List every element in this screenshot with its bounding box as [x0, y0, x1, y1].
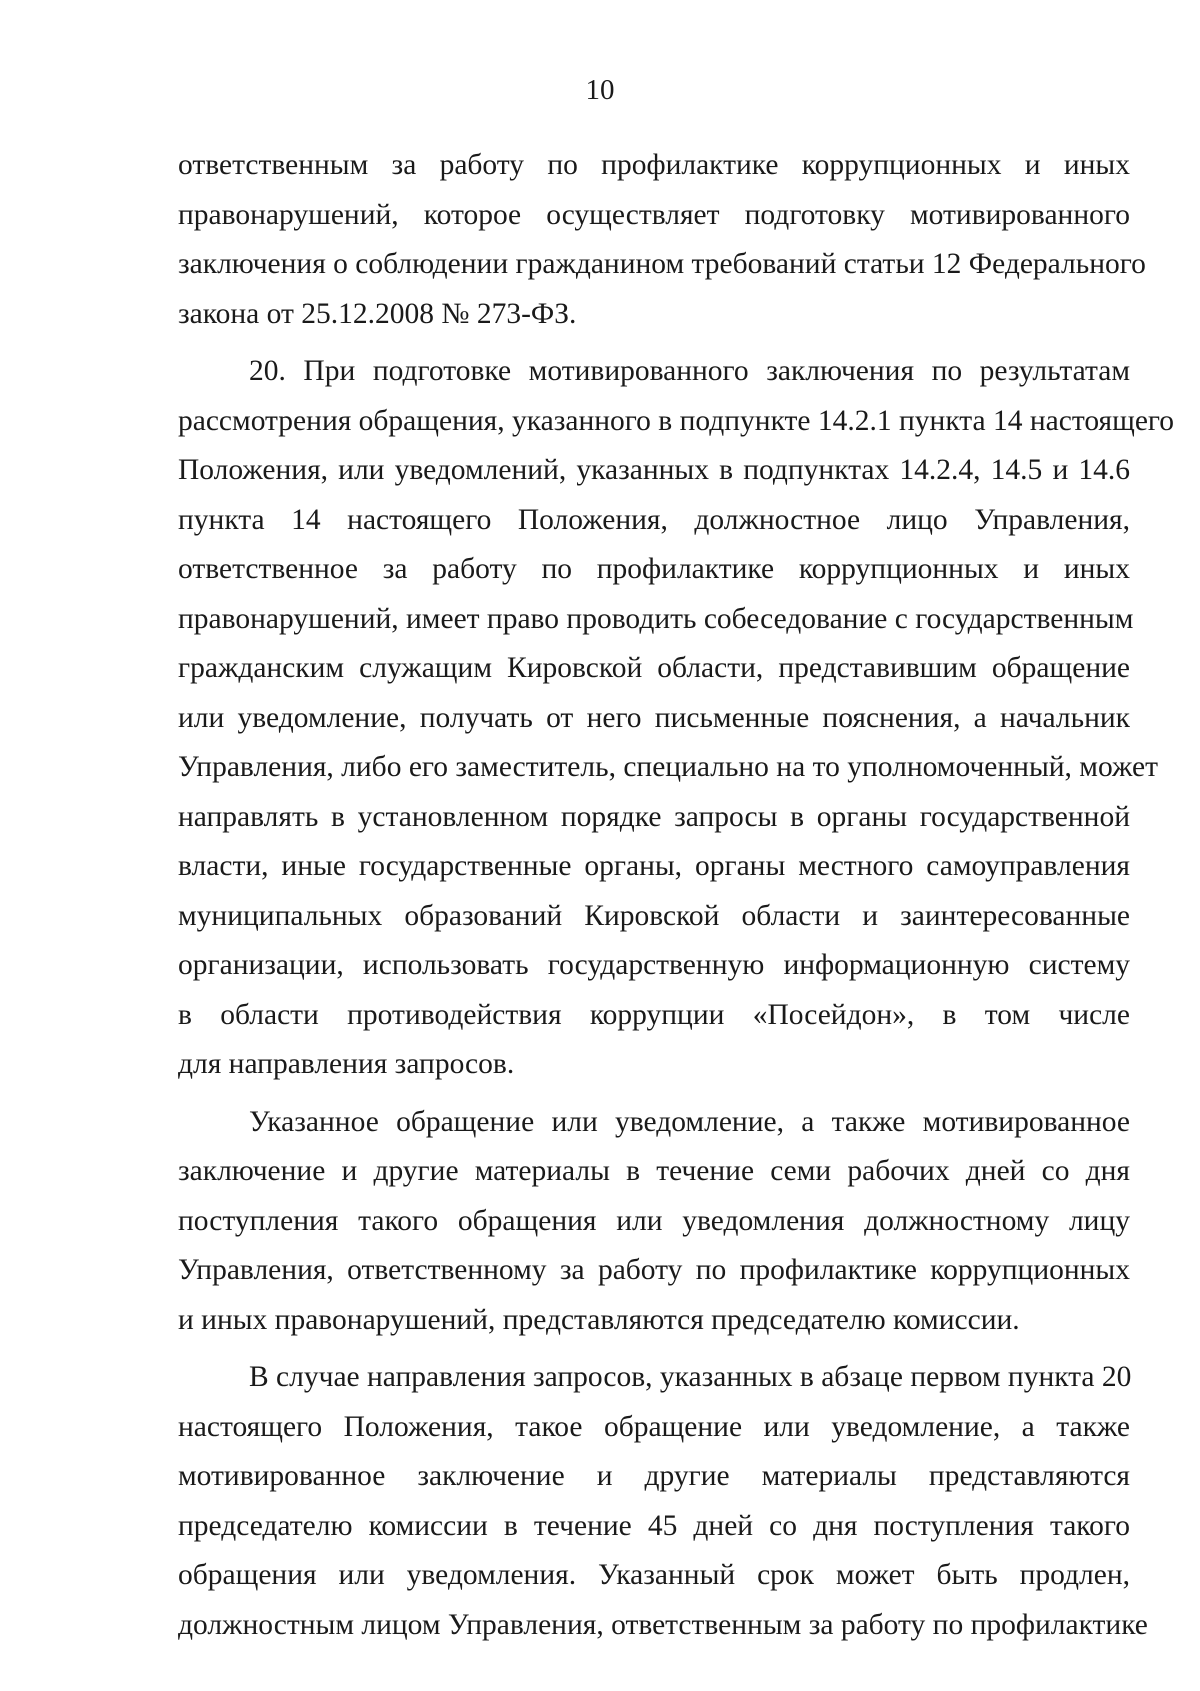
text-line: В случае направления запросов, указанных в абзаце первом пункта 20	[249, 1361, 1132, 1393]
page-number: 10	[585, 74, 615, 106]
paragraph-item-20	[178, 347, 1175, 1090]
text-line: обращения или уведомления. Указанный срок может быть продлен,	[178, 1559, 1130, 1591]
text-line: правонарушений, имеет право проводить собеседование с государственным	[178, 602, 1134, 635]
text-line: заключения о соблюдении гражданином требований статьи 12 Федерального	[178, 248, 1146, 280]
text-line: или уведомление, получать от него письменные пояснения, а начальник	[178, 701, 1130, 734]
text-line: правонарушений, которое осуществляет подготовку мотивированного	[178, 198, 1130, 231]
text-line: в области противодействия коррупции «Посейдон», в том числе	[178, 998, 1130, 1031]
text-line: настоящего Положения, такое обращение или уведомление, а также	[178, 1410, 1130, 1443]
text-line: пункта 14 настоящего Положения, должностное лицо Управления,	[178, 503, 1130, 536]
text-line: гражданским служащим Кировской области, представившим обращение	[178, 652, 1130, 684]
text-line: власти, иные государственные органы, органы местного самоуправления	[178, 850, 1130, 882]
text-line: рассмотрения обращения, указанного в подпункте 14.2.1 пункта 14 настоящего	[178, 404, 1175, 437]
paragraph-continuation	[178, 141, 1146, 339]
text-line: поступления такого обращения или уведомления должностному лицу	[178, 1204, 1130, 1237]
text-line: направлять в установленном порядке запросы в органы государственной	[178, 800, 1130, 833]
text-line: закона от 25.12.2008 № 273-ФЗ.	[178, 297, 577, 330]
text-line: должностным лицом Управления, ответственным за работу по профилактике	[178, 1608, 1148, 1641]
text-line: для направления запросов.	[178, 1048, 515, 1080]
text-line: ответственное за работу по профилактике коррупционных и иных	[178, 553, 1130, 585]
text-line: и иных правонарушений, представляются председателю комиссии.	[178, 1303, 1020, 1336]
text-line: председателю комиссии в течение 45 дней со дня поступления такого	[178, 1509, 1130, 1542]
paragraph-requests	[178, 1353, 1148, 1650]
text-line: Положения, или уведомлений, указанных в подпунктах 14.2.4, 14.5 и 14.6	[178, 454, 1130, 486]
paragraph-materials	[178, 1098, 1130, 1346]
text-line: Управления, либо его заместитель, специально на то уполномоченный, может	[178, 751, 1158, 783]
text-line: Управления, ответственному за работу по профилактике коррупционных	[178, 1254, 1130, 1286]
text-line: организации, использовать государственную информационную систему	[178, 949, 1130, 981]
document-body	[178, 141, 1175, 1650]
text-line: Указанное обращение или уведомление, а также мотивированное	[249, 1105, 1130, 1138]
text-line: ответственным за работу по профилактике коррупционных и иных	[178, 149, 1130, 181]
text-line: заключение и другие материалы в течение семи рабочих дней со дня	[178, 1155, 1130, 1187]
text-line: 20. При подготовке мотивированного заключения по результатам	[249, 355, 1130, 387]
text-line: мотивированное заключение и другие материалы представляются	[178, 1460, 1130, 1492]
text-line: муниципальных образований Кировской области и заинтересованные	[178, 899, 1130, 932]
